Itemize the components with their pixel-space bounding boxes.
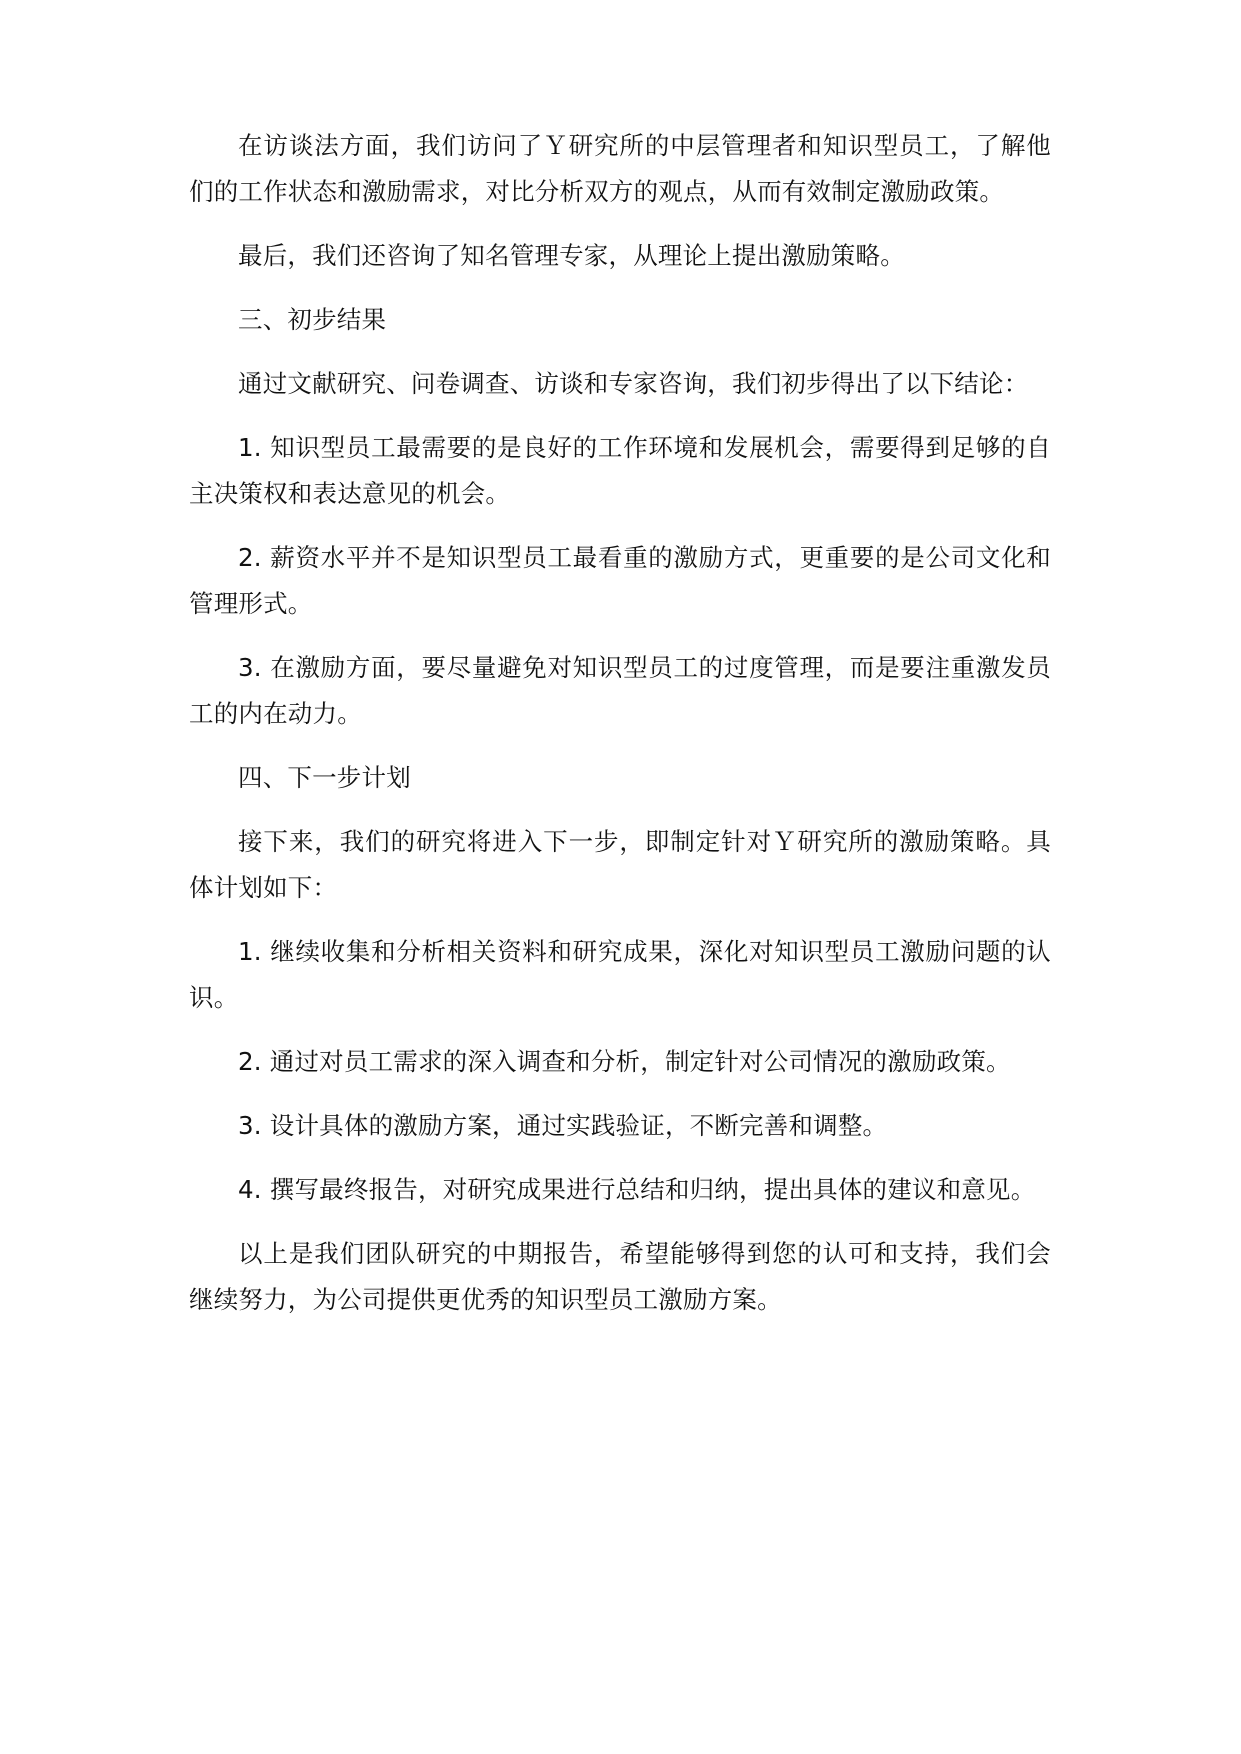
paragraph-expert-consultation: 最后，我们还咨询了知名管理专家，从理论上提出激励策略。	[238, 241, 905, 270]
list-item-result-3: 3. 在激励方面，要尽量避免对知识型员工的过度管理，而是要注重激发员工的内在动力。	[189, 653, 1051, 728]
section-heading-next-steps: 四、下一步计划	[238, 763, 411, 792]
paragraph-results-intro: 通过文献研究、问卷调查、访谈和专家咨询，我们初步得出了以下结论：	[238, 369, 1029, 398]
list-item-plan-2: 2. 通过对员工需求的深入调查和分析，制定针对公司情况的激励政策。	[238, 1047, 1011, 1076]
paragraph-interview-method: 在访谈法方面，我们访问了Ｙ研究所的中层管理者和知识型员工，了解他们的工作状态和激励需求，对比分析双方的观点，从而有效制定激励政策。	[189, 131, 1051, 206]
list-item-result-1: 1. 知识型员工最需要的是良好的工作环境和发展机会，需要得到足够的自主决策权和表达意见的机会。	[189, 433, 1051, 508]
document-page	[189, 123, 1051, 1341]
list-item-result-2: 2. 薪资水平并不是知识型员工最看重的激励方式，更重要的是公司文化和管理形式。	[189, 543, 1051, 618]
list-item-plan-4: 4. 撰写最终报告，对研究成果进行总结和归纳，提出具体的建议和意见。	[238, 1175, 1036, 1204]
paragraph-conclusion: 以上是我们团队研究的中期报告，希望能够得到您的认可和支持，我们会继续努力，为公司提供更优秀的知识型员工激励方案。	[189, 1239, 1051, 1314]
paragraph-next-steps-intro: 接下来，我们的研究将进入下一步，即制定针对Ｙ研究所的激励策略。具体计划如下：	[189, 827, 1051, 902]
list-item-plan-3: 3. 设计具体的激励方案，通过实践验证，不断完善和调整。	[238, 1111, 888, 1140]
section-heading-preliminary-results: 三、初步结果	[238, 305, 387, 334]
list-item-plan-1: 1. 继续收集和分析相关资料和研究成果，深化对知识型员工激励问题的认识。	[189, 937, 1051, 1012]
